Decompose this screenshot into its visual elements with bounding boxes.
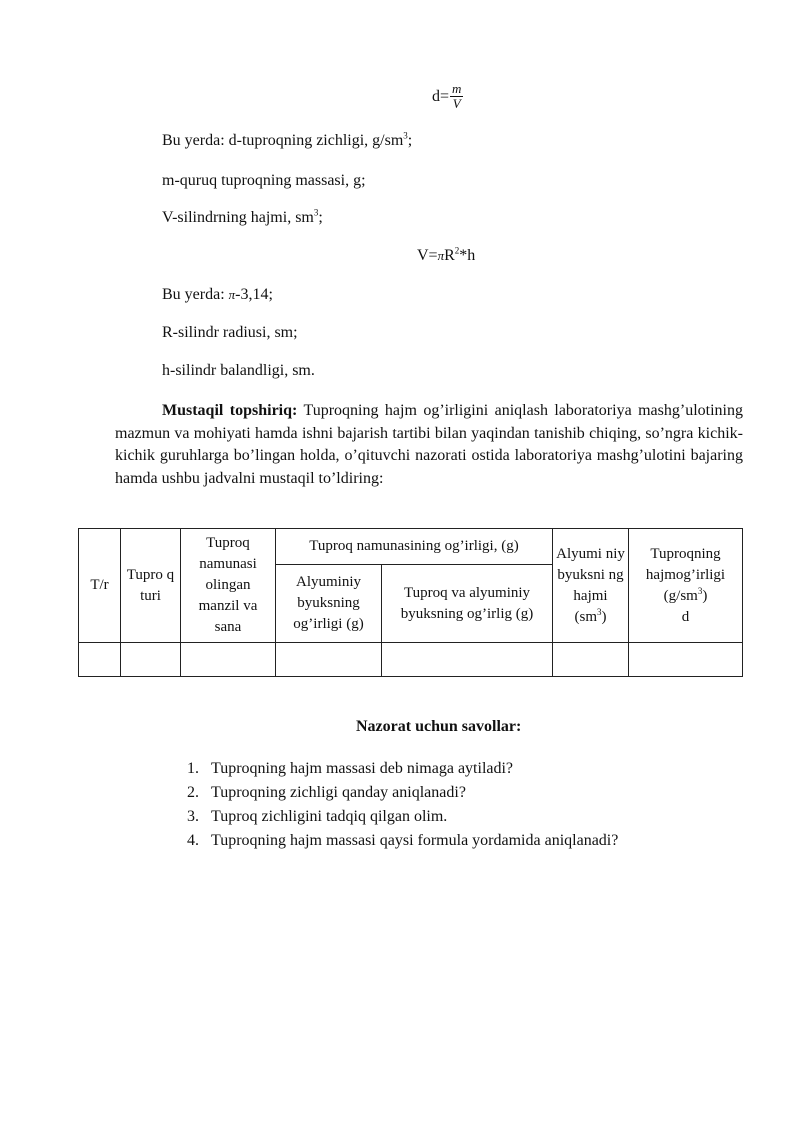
formula-denominator: V: [452, 96, 461, 111]
header-soil-and-box-weight: Tuproq va alyuminiy byuksning og’irlig (g): [382, 565, 553, 643]
data-table: [78, 528, 743, 677]
table-cell[interactable]: [553, 643, 629, 677]
definition-h: h-silindr balandligi, sm.: [162, 362, 315, 379]
table-row: [79, 643, 743, 677]
definition-r: R-silindr radiusi, sm;: [162, 324, 298, 341]
table-cell[interactable]: [382, 643, 553, 677]
task-paragraph: [115, 400, 743, 490]
definition-pi: Bu yerda: π-3,14;: [162, 286, 273, 303]
task-label: Mustaqil topshiriq:: [162, 402, 298, 419]
header-sample-location-date: Tuproq namunasi olingan manzil va sana: [181, 529, 276, 643]
header-tr: T/r: [79, 529, 121, 643]
header-soil-type: Tupro q turi: [121, 529, 181, 643]
task-text: Tuproqning hajm og’irligini aniqlash laboratoriya mashg’ulotining mazmun va mohiyati hamda ishni bajarish tartibi bilan yaqindan tanishib chiqing, so’ngra kichik-kichik guruhlarga bo’lingan holda, o’qituvchi nazorati ostida laboratoriya mashg’ulotini bajaring hamda ushbu jadvalni mustaqil to’ldiring:: [115, 402, 743, 487]
header-bulk-density: Tuproqning hajmog’irligi $(g/sm^3)$ d: [629, 529, 743, 643]
header-sample-weight: Tuproq namunasining og’irligi, (g): [276, 529, 553, 565]
questions-title: Nazorat uchun savollar:: [356, 718, 522, 735]
table-cell[interactable]: [121, 643, 181, 677]
table-cell[interactable]: [276, 643, 382, 677]
list-item: 3. Tuproq zichligini tadqiq qilgan olim.: [187, 808, 448, 825]
list-item: 1. Tuproqning hajm massasi deb nimaga aytiladi?: [187, 760, 514, 777]
list-item: 4. Tuproqning hajm massasi qaysi formula yordamida aniqlanadi?: [187, 832, 619, 849]
table-cell[interactable]: [79, 643, 121, 677]
density-formula: [432, 82, 463, 111]
list-item: 2. Tuproqning zichligi qanday aniqlanadi?: [187, 784, 466, 801]
header-aluminium-box-weight: Alyuminiy byuksning og’irligi (g): [276, 565, 382, 643]
formula-numerator: m: [452, 81, 462, 96]
formula-lhs: d=: [432, 87, 450, 105]
volume-formula: $V=\pi R^2*h$: [417, 245, 476, 264]
questions-list: [187, 757, 618, 853]
definition-v: V-silindrning hajmi, $sm^3$;: [162, 207, 323, 226]
table-cell[interactable]: [629, 643, 743, 677]
definition-m: m-quruq tuproqning massasi, g;: [162, 172, 366, 189]
definition-d: Bu yerda: d-tuproqning zichligi, $g/sm^3$;: [162, 130, 413, 149]
header-box-volume: Alyumi niy byuksni ng hajmi $(sm^3)$: [553, 529, 629, 643]
table-cell[interactable]: [181, 643, 276, 677]
formula-fraction: [450, 82, 463, 111]
